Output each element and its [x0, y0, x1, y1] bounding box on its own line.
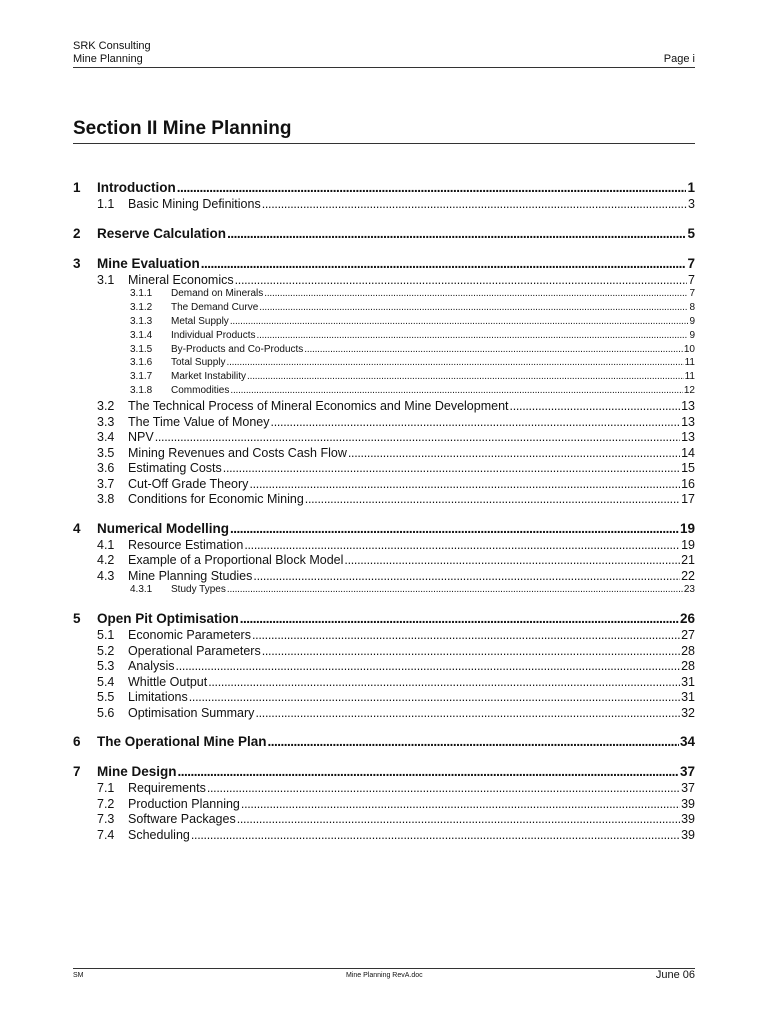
header-subject: Mine Planning	[73, 53, 143, 65]
toc-dot-leader	[244, 538, 680, 552]
toc-dot-leader	[240, 611, 679, 626]
toc-entry-page-number: 3	[688, 197, 695, 211]
toc-entry-number: 3.2	[97, 399, 115, 414]
toc-entry-page-number: 11	[684, 357, 695, 369]
toc-entry-page-number: 27	[681, 628, 695, 643]
toc-entry-page-number: 13	[681, 430, 695, 445]
toc-entry-page-number: 11	[684, 371, 695, 383]
toc-entry-title[interactable]: Whittle Output	[128, 674, 208, 689]
toc-entry-number: 2	[73, 225, 81, 241]
toc-entry-page-number: 28	[681, 659, 695, 674]
toc-entry-title[interactable]: Cut-Off Grade Theory	[128, 476, 249, 491]
toc-entry-number: 3.1.1	[130, 288, 153, 299]
toc-entry-level-1[interactable]	[73, 256, 695, 273]
toc-entry-level-2[interactable]	[73, 553, 695, 569]
toc-entry-number: 5.3	[97, 659, 115, 674]
toc-entry-level-2[interactable]	[73, 461, 695, 477]
toc-entry-title[interactable]: Market Instability	[171, 371, 247, 383]
toc-entry-level-2[interactable]	[73, 430, 695, 446]
toc-entry-number: 3.1.8	[130, 385, 153, 397]
toc-entry-number: 4	[73, 520, 81, 536]
toc-entry-title[interactable]: Resource Estimation	[128, 537, 244, 552]
toc-entry-level-2[interactable]	[73, 477, 695, 493]
toc-entry-number: 3.1.3	[130, 315, 153, 327]
toc-entry-level-1[interactable]	[73, 226, 695, 243]
toc-entry-level-2[interactable]	[73, 675, 695, 691]
toc-entry-level-3[interactable]	[73, 288, 695, 302]
toc-dot-leader	[237, 812, 680, 826]
footer-filename: Mine Planning RevA.doc	[346, 972, 423, 979]
toc-entry-title[interactable]: Numerical Modelling	[97, 520, 230, 536]
toc-dot-leader	[189, 690, 680, 704]
toc-entry-level-1[interactable]	[73, 764, 695, 781]
toc-entry-level-2[interactable]	[73, 538, 695, 554]
toc-dot-leader	[262, 197, 687, 211]
toc-entry-title[interactable]: Introduction	[97, 180, 176, 195]
toc-entry-level-3[interactable]	[73, 371, 695, 385]
toc-entry-page-number: 26	[679, 611, 695, 627]
toc-entry-number: 4.3	[97, 568, 115, 583]
toc-entry-page-number: 14	[681, 445, 695, 460]
toc-entry-title[interactable]: NPV	[128, 430, 154, 445]
toc-entry-number: 3.1.2	[130, 301, 153, 313]
toc-dot-leader	[227, 226, 686, 241]
toc-entry-level-3[interactable]	[73, 302, 695, 316]
toc-entry-level-2[interactable]	[73, 492, 695, 508]
toc-entry-number: 3.1.6	[130, 357, 153, 369]
toc-entry-level-2[interactable]	[73, 797, 695, 813]
toc-dot-leader	[348, 446, 680, 460]
toc-dot-leader	[227, 584, 683, 595]
toc-section-gap	[73, 508, 695, 521]
toc-entry-number: 1	[73, 180, 81, 195]
toc-entry-title[interactable]: Limitations	[128, 690, 188, 705]
toc-entry-title[interactable]: Economic Parameters	[128, 628, 251, 643]
toc-entry-page-number: 37	[679, 764, 695, 780]
toc-entry-page-number: 39	[681, 812, 695, 827]
toc-dot-leader	[208, 675, 680, 689]
toc-entry-title[interactable]: Metal Supply	[171, 315, 229, 327]
toc-entry-page-number: 31	[681, 674, 695, 689]
toc-entry-title[interactable]: By-Products and Co-Products	[171, 343, 304, 355]
toc-entry-number: 3.1.5	[130, 343, 153, 355]
toc-entry-page-number: 22	[681, 568, 695, 583]
toc-entry-page-number: 31	[681, 690, 695, 705]
toc-entry-number: 5.2	[97, 643, 115, 658]
toc-entry-level-3[interactable]	[73, 344, 695, 358]
toc-entry-level-1[interactable]	[73, 734, 695, 751]
header-company: SRK Consulting	[73, 40, 151, 52]
toc-entry-title[interactable]: Commodities	[171, 385, 230, 397]
toc-section-gap	[73, 721, 695, 734]
toc-dot-leader	[252, 628, 680, 642]
toc-entry-page-number: 13	[681, 399, 695, 414]
toc-entry-level-2[interactable]	[73, 399, 695, 415]
toc-entry-title[interactable]: Mining Revenues and Costs Cash Flow	[128, 445, 347, 460]
toc-section-gap	[73, 213, 695, 226]
toc-dot-leader	[268, 734, 679, 749]
toc-entry-number: 5.1	[97, 628, 115, 643]
toc-dot-leader	[257, 330, 689, 341]
toc-dot-leader	[201, 256, 687, 271]
toc-dot-leader	[255, 706, 680, 720]
toc-dot-leader	[223, 461, 680, 475]
toc-entry-page-number: 28	[681, 643, 695, 658]
toc-dot-leader	[176, 659, 681, 673]
toc-entry-number: 3.1	[97, 272, 115, 287]
toc-entry-title[interactable]: Study Types	[171, 584, 226, 596]
toc-entry-page-number: 12	[683, 385, 695, 397]
toc-entry-number: 3.4	[97, 430, 115, 445]
toc-entry-page-number: 39	[681, 796, 695, 811]
toc-entry-number: 7.1	[97, 781, 115, 796]
toc-entry-page-number: 7	[687, 255, 695, 271]
toc-dot-leader	[241, 797, 680, 811]
toc-entry-level-2[interactable]	[73, 415, 695, 431]
toc-entry-number: 5	[73, 611, 81, 627]
toc-entry-title[interactable]: Mine Planning Studies	[128, 568, 253, 583]
toc-entry-level-2[interactable]	[73, 781, 695, 797]
toc-dot-leader	[230, 521, 679, 536]
toc-entry-number: 7.3	[97, 812, 115, 827]
toc-entry-page-number: 9	[689, 315, 695, 327]
toc-entry-page-number: 16	[681, 476, 695, 491]
toc-dot-leader	[155, 430, 680, 444]
toc-entry-level-2[interactable]	[73, 197, 695, 213]
toc-entry-page-number: 19	[679, 520, 695, 536]
toc-entry-number: 5.4	[97, 674, 115, 689]
toc-dot-leader	[235, 273, 687, 287]
footer-rule	[73, 968, 695, 969]
toc-dot-leader	[253, 569, 680, 583]
footer-initials: SM	[73, 972, 84, 979]
toc-entry-level-3[interactable]	[73, 316, 695, 330]
toc-dot-leader	[226, 357, 683, 368]
toc-dot-leader	[305, 492, 680, 506]
toc-entry-title[interactable]: The Operational Mine Plan	[97, 734, 267, 750]
toc-entry-number: 5.6	[97, 705, 115, 720]
toc-entry-title[interactable]: Conditions for Economic Mining	[128, 492, 304, 507]
toc-dot-leader	[249, 477, 680, 491]
toc-entry-page-number: 32	[681, 705, 695, 720]
toc-dot-leader	[230, 385, 683, 396]
toc-entry-page-number: 21	[681, 553, 695, 568]
toc-dot-leader	[304, 344, 683, 355]
toc-dot-leader	[207, 781, 680, 795]
toc-entry-number: 3.8	[97, 492, 115, 507]
toc-entry-level-1[interactable]	[73, 521, 695, 538]
toc-entry-page-number: 7	[688, 272, 695, 287]
toc-entry-title[interactable]: Individual Products	[171, 329, 256, 341]
toc-entry-number: 3.7	[97, 476, 115, 491]
toc-entry-title[interactable]: Mine Design	[97, 764, 177, 780]
toc-entry-number: 5.5	[97, 690, 115, 705]
toc-entry-level-3[interactable]	[73, 385, 695, 399]
toc-entry-title[interactable]: The Demand Curve	[171, 301, 259, 313]
toc-entry-number: 7	[73, 764, 81, 780]
toc-entry-title[interactable]: Basic Mining Definitions	[128, 197, 261, 211]
toc-entry-level-2[interactable]	[73, 628, 695, 644]
toc-entry-number: 3.5	[97, 445, 115, 460]
toc-entry-number: 3.1.7	[130, 371, 153, 383]
toc-entry-title[interactable]: Requirements	[128, 781, 206, 796]
toc-entry-number: 3	[73, 255, 81, 271]
toc-entry-title[interactable]: Estimating Costs	[128, 461, 222, 476]
toc-entry-level-3[interactable]	[73, 584, 695, 598]
toc-entry-title[interactable]: Mine Evaluation	[97, 255, 200, 271]
toc-entry-title[interactable]: Operational Parameters	[128, 643, 261, 658]
toc-entry-title[interactable]: Scheduling	[128, 827, 190, 842]
toc-entry-page-number: 15	[681, 461, 695, 476]
header-page-number: Page i	[663, 53, 695, 65]
toc-entry-level-2[interactable]	[73, 273, 695, 289]
toc-entry-page-number: 5	[687, 225, 695, 241]
toc-entry-page-number: 19	[681, 537, 695, 552]
toc-dot-leader	[264, 288, 688, 299]
toc-entry-number: 3.6	[97, 461, 115, 476]
toc-entry-number: 6	[73, 734, 81, 750]
page-title: Section II Mine Planning	[73, 118, 292, 139]
toc-dot-leader	[178, 764, 679, 779]
toc-dot-leader	[344, 553, 680, 567]
toc-dot-leader	[177, 180, 687, 195]
footer-date: June 06	[655, 969, 695, 981]
toc-entry-number: 7.4	[97, 827, 115, 842]
toc-entry-page-number: 37	[681, 781, 695, 796]
toc-dot-leader	[191, 828, 680, 842]
toc-entry-page-number: 9	[689, 329, 695, 341]
toc-entry-title[interactable]: Total Supply	[171, 357, 226, 369]
running-header	[73, 40, 151, 66]
toc-entry-level-1[interactable]	[73, 180, 695, 197]
toc-entry-number: 4.1	[97, 537, 115, 552]
toc-entry-title[interactable]: Mineral Economics	[128, 272, 234, 287]
toc-dot-leader	[271, 415, 681, 429]
toc-entry-title[interactable]: Production Planning	[128, 796, 240, 811]
toc-entry-number: 4.3.1	[130, 584, 153, 596]
toc-entry-number: 4.2	[97, 553, 115, 568]
toc-entry-page-number: 1	[687, 180, 695, 195]
toc-entry-title[interactable]: Optimisation Summary	[128, 705, 255, 720]
toc-entry-page-number: 39	[681, 827, 695, 842]
toc-dot-leader	[259, 302, 688, 313]
toc-dot-leader	[247, 371, 684, 382]
toc-entry-page-number: 23	[683, 584, 695, 596]
toc-entry-level-3[interactable]	[73, 357, 695, 371]
toc-entry-page-number: 7	[689, 288, 695, 299]
toc-entry-number: 7.2	[97, 796, 115, 811]
toc-entry-page-number: 17	[681, 492, 695, 507]
toc-dot-leader	[510, 399, 681, 413]
toc-entry-level-2[interactable]	[73, 569, 695, 585]
toc-dot-leader	[262, 644, 680, 658]
toc-entry-title[interactable]: Software Packages	[128, 812, 236, 827]
toc-entry-number: 1.1	[97, 197, 115, 211]
toc-dot-leader	[230, 316, 689, 327]
toc-entry-title[interactable]: Demand on Minerals	[171, 288, 264, 299]
toc-entry-title[interactable]: The Time Value of Money	[128, 414, 270, 429]
toc-entry-number: 3.3	[97, 414, 115, 429]
toc-entry-title[interactable]: The Technical Process of Mineral Economics and Mine Development	[128, 399, 509, 414]
toc-entry-title[interactable]: Reserve Calculation	[97, 225, 227, 241]
toc-entry-level-2[interactable]	[73, 706, 695, 722]
toc-entry-title[interactable]: Analysis	[128, 659, 175, 674]
toc-entry-number: 3.1.4	[130, 329, 153, 341]
toc-section-gap	[73, 598, 695, 611]
toc-entry-level-2[interactable]	[73, 644, 695, 660]
toc-entry-title[interactable]: Example of a Proportional Block Model	[128, 553, 344, 568]
table-of-contents	[73, 180, 695, 843]
toc-entry-page-number: 10	[683, 343, 695, 355]
header-rule	[73, 67, 695, 68]
toc-entry-page-number: 34	[679, 734, 695, 750]
title-rule	[73, 143, 695, 144]
toc-entry-level-3[interactable]	[73, 330, 695, 344]
toc-entry-page-number: 13	[681, 414, 695, 429]
toc-section-gap	[73, 751, 695, 764]
toc-entry-level-1[interactable]	[73, 611, 695, 628]
toc-entry-level-2[interactable]	[73, 828, 695, 844]
toc-entry-level-2[interactable]	[73, 690, 695, 706]
toc-entry-level-2[interactable]	[73, 446, 695, 462]
toc-entry-page-number: 8	[689, 301, 695, 313]
toc-entry-title[interactable]: Open Pit Optimisation	[97, 611, 239, 627]
toc-entry-level-2[interactable]	[73, 812, 695, 828]
toc-section-gap	[73, 243, 695, 256]
toc-entry-level-2[interactable]	[73, 659, 695, 675]
